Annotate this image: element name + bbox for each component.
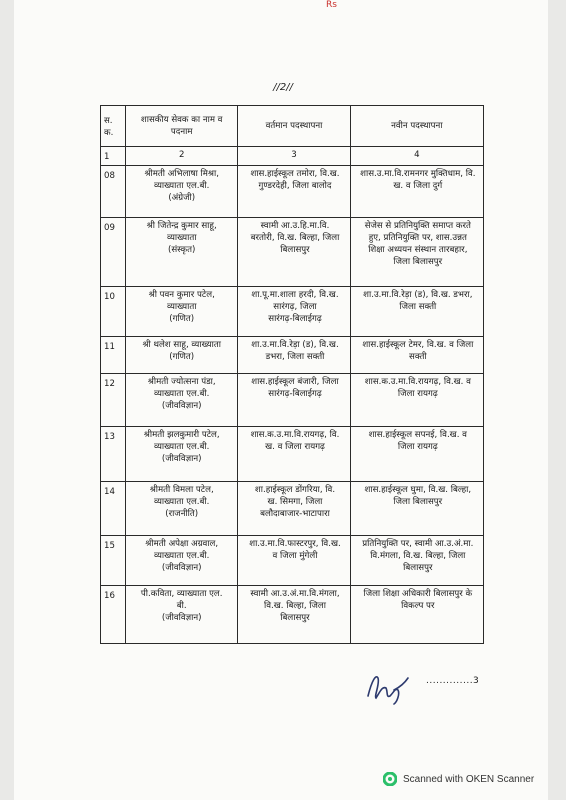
- current-posting-cell: [238, 536, 350, 586]
- cell-line: (गणित): [169, 314, 195, 324]
- cell-line: सक्ती: [409, 352, 427, 362]
- table-header-row: [101, 106, 484, 147]
- column-number: 4: [350, 147, 483, 166]
- cell-line: श्रीमती अपेक्षा अग्रवाल,: [145, 539, 219, 549]
- table-row: [101, 427, 484, 482]
- cell-line: बिलासपुर: [280, 613, 310, 623]
- current-posting-cell: [238, 427, 350, 482]
- current-posting-cell: [238, 586, 350, 644]
- column-number-row: [101, 147, 484, 166]
- cell-line: श्रीमती ज्योत्सना पंडा,: [147, 377, 216, 387]
- header-name: शासकीय सेवक का नाम व पदनाम: [126, 106, 238, 147]
- cell-line: शास.हाईस्कूल घुमा, वि.ख. बिल्हा,: [364, 485, 472, 495]
- cell-line: बरतोरी, वि.ख. बिल्हा, जिला: [250, 233, 340, 243]
- cell-line: व्याख्याता: [166, 302, 197, 312]
- serial-number-cell: 13: [101, 427, 126, 482]
- table-row: [101, 287, 484, 337]
- cell-line: वि.मंगला, वि.ख. बिल्हा, जिला: [370, 551, 466, 561]
- table-row: [101, 536, 484, 586]
- cell-line: (जीवविज्ञान): [161, 454, 202, 464]
- table-body: [101, 166, 484, 644]
- table-row: [101, 218, 484, 287]
- cell-line: जिला रायगढ़: [397, 442, 438, 452]
- cell-line: वि.ख. बिल्हा, जिला: [263, 601, 326, 611]
- employee-name-cell: [126, 218, 238, 287]
- cell-line: (राजनीति): [165, 509, 199, 519]
- header-serial: स. क.: [101, 106, 126, 147]
- cell-line: सेजेस से प्रतिनियुक्ति समाप्त करते: [364, 221, 471, 231]
- cell-line: गुण्डरदेही, जिला बालोद: [258, 181, 332, 191]
- cell-line: बी.: [176, 601, 187, 611]
- cell-line: व्याख्याता एल.बी.: [153, 442, 210, 452]
- oken-scanner-logo-icon: [383, 772, 397, 786]
- cell-line: शास.हाईस्कूल तमोरा, वि.ख.: [250, 169, 340, 179]
- cell-line: बिलासपुर: [280, 245, 310, 255]
- serial-number-cell: 10: [101, 287, 126, 337]
- cell-line: शास.हाईस्कूल सपनई, वि.ख. व: [368, 430, 467, 440]
- cell-line: व्याख्याता एल.बी.: [153, 497, 210, 507]
- column-number: 3: [238, 147, 350, 166]
- column-number: 2: [126, 147, 238, 166]
- scanner-watermark: [383, 771, 534, 787]
- employee-name-cell: [126, 374, 238, 427]
- cell-line: सारंगढ़, जिला: [273, 302, 317, 312]
- table-row: [101, 166, 484, 218]
- cell-line: डभरा, जिला सक्ती: [265, 352, 325, 362]
- serial-number-cell: 14: [101, 482, 126, 536]
- new-posting-cell: [350, 218, 483, 287]
- current-posting-cell: [238, 374, 350, 427]
- cell-line: विकल्प पर: [401, 601, 435, 611]
- cell-line: व जिला मुंगेली: [272, 551, 318, 561]
- current-posting-cell: [238, 166, 350, 218]
- cell-line: जिला बिलासपुर: [393, 257, 443, 267]
- cell-line: व्याख्याता एल.बी.: [153, 389, 210, 399]
- cell-line: पी.कविता, व्याख्याता एल.: [140, 589, 223, 599]
- cell-line: शिक्षा अध्ययन संस्थान तारबहार,: [368, 245, 468, 255]
- cell-line: शा.उ.मा.वि.रेड़ा (ड), वि.ख.: [251, 340, 339, 350]
- new-posting-cell: [350, 427, 483, 482]
- header-new-posting: नवीन पदस्थापना: [350, 106, 483, 147]
- cell-line: श्रीमती झलकुमारी पटेल,: [143, 430, 220, 440]
- cell-line: शा.उ.मा.वि.रेड़ा (ड), वि.ख. डभरा,: [363, 290, 473, 300]
- cell-line: जिला शिक्षा अधिकारी बिलासपुर के: [363, 589, 473, 599]
- cell-line: हुए, प्रतिनियुक्ति पर, शास.उन्नत: [368, 233, 467, 243]
- cell-line: श्री थलेश साहू, व्याख्याता: [142, 340, 221, 350]
- current-posting-cell: [238, 337, 350, 374]
- logo-dot: [388, 777, 392, 781]
- cell-line: जिला सक्ती: [399, 302, 437, 312]
- new-posting-cell: [350, 536, 483, 586]
- cell-line: श्रीमती विमला पटेल,: [149, 485, 214, 495]
- cell-line: व्याख्याता एल.बी.: [153, 551, 210, 561]
- cell-line: स्वामी आ.उ.हि.मा.वि.: [260, 221, 330, 231]
- cell-line: श्री जितेन्द्र कुमार साहू,: [146, 221, 217, 231]
- serial-number-cell: 16: [101, 586, 126, 644]
- next-page-marker: ..............3: [426, 676, 480, 686]
- cell-line: व्याख्याता: [166, 233, 197, 243]
- cell-line: प्रतिनियुक्ति पर, स्वामी आ.उ.अं.मा.: [362, 539, 474, 549]
- cell-line: व्याख्याता एल.बी.: [153, 181, 210, 191]
- cell-line: शा.पू.मा.शाला हरदी, वि.ख.: [251, 290, 339, 300]
- employee-name-cell: [126, 586, 238, 644]
- employee-name-cell: [126, 482, 238, 536]
- new-posting-cell: [350, 337, 483, 374]
- cell-line: (जीवविज्ञान): [161, 401, 202, 411]
- new-posting-cell: [350, 374, 483, 427]
- cell-line: शा.उ.मा.वि.फास्टरपुर, वि.ख.: [249, 539, 341, 549]
- serial-number-cell: 12: [101, 374, 126, 427]
- employee-name-cell: [126, 536, 238, 586]
- cell-line: बिलासपुर: [403, 563, 433, 573]
- employee-name-cell: [126, 427, 238, 482]
- scanner-text: Scanned with OKEN Scanner: [403, 773, 535, 785]
- current-posting-cell: [238, 218, 350, 287]
- transfer-table: [100, 105, 484, 644]
- signature: [364, 666, 410, 708]
- cell-line: सारंगढ़-बिलाईगढ़: [268, 314, 322, 324]
- employee-name-cell: [126, 287, 238, 337]
- new-posting-cell: [350, 166, 483, 218]
- serial-number-cell: 09: [101, 218, 126, 287]
- new-posting-cell: [350, 586, 483, 644]
- page-marker: //2//: [273, 82, 293, 93]
- column-number: 1: [101, 147, 126, 166]
- header-current-posting: वर्तमान पदस्थापना: [238, 106, 350, 147]
- cell-line: बलौदाबाजार-भाटापारा: [260, 509, 330, 519]
- cell-line: शास.क.उ.मा.वि.रायगढ़, वि.: [250, 430, 340, 440]
- cell-line: जिला बिलासपुर: [393, 497, 443, 507]
- cell-line: (जीवविज्ञान): [161, 613, 202, 623]
- cell-line: शास.हाईस्कूल टेमर, वि.ख. व जिला: [362, 340, 474, 350]
- employee-name-cell: [126, 337, 238, 374]
- table-row: [101, 374, 484, 427]
- current-posting-cell: [238, 287, 350, 337]
- cell-line: ख. सिमगा, जिला: [267, 497, 323, 507]
- cell-line: सारंगढ़-बिलाईगढ़: [268, 389, 322, 399]
- serial-number-cell: 11: [101, 337, 126, 374]
- table-row: [101, 337, 484, 374]
- new-posting-cell: [350, 287, 483, 337]
- cell-line: शास.क.उ.मा.वि.रायगढ़, वि.ख. व: [364, 377, 471, 387]
- table-row: [101, 482, 484, 536]
- cell-line: श्रीमती अभिलाषा मिश्रा,: [144, 169, 219, 179]
- cell-line: (अंग्रेजी): [168, 193, 196, 203]
- cell-line: शास.हाईस्कूल बंजारी, जिला: [251, 377, 339, 387]
- employee-name-cell: [126, 166, 238, 218]
- current-posting-cell: [238, 482, 350, 536]
- cell-line: शा.हाईस्कूल डोंगरिया, वि.: [254, 485, 336, 495]
- cell-line: स्वामी आ.उ.अं.मा.वि.मंगला,: [250, 589, 340, 599]
- cell-line: जिला रायगढ़: [397, 389, 438, 399]
- cell-line: (गणित): [169, 352, 195, 362]
- serial-number-cell: 15: [101, 536, 126, 586]
- cell-line: शास.उ.मा.वि.रामनगर मुक्तिधाम, वि.: [360, 169, 476, 179]
- serial-number-cell: 08: [101, 166, 126, 218]
- cell-line: ख. व जिला रायगढ़: [265, 442, 325, 452]
- cell-line: ख. व जिला दुर्ग: [393, 181, 443, 191]
- cell-line: (संस्कृत): [168, 245, 196, 255]
- cell-line: श्री पवन कुमार पटेल,: [148, 290, 215, 300]
- new-posting-cell: [350, 482, 483, 536]
- stamp-fragment: Rs: [326, 0, 337, 10]
- cell-line: (जीवविज्ञान): [161, 563, 202, 573]
- table-row: [101, 586, 484, 644]
